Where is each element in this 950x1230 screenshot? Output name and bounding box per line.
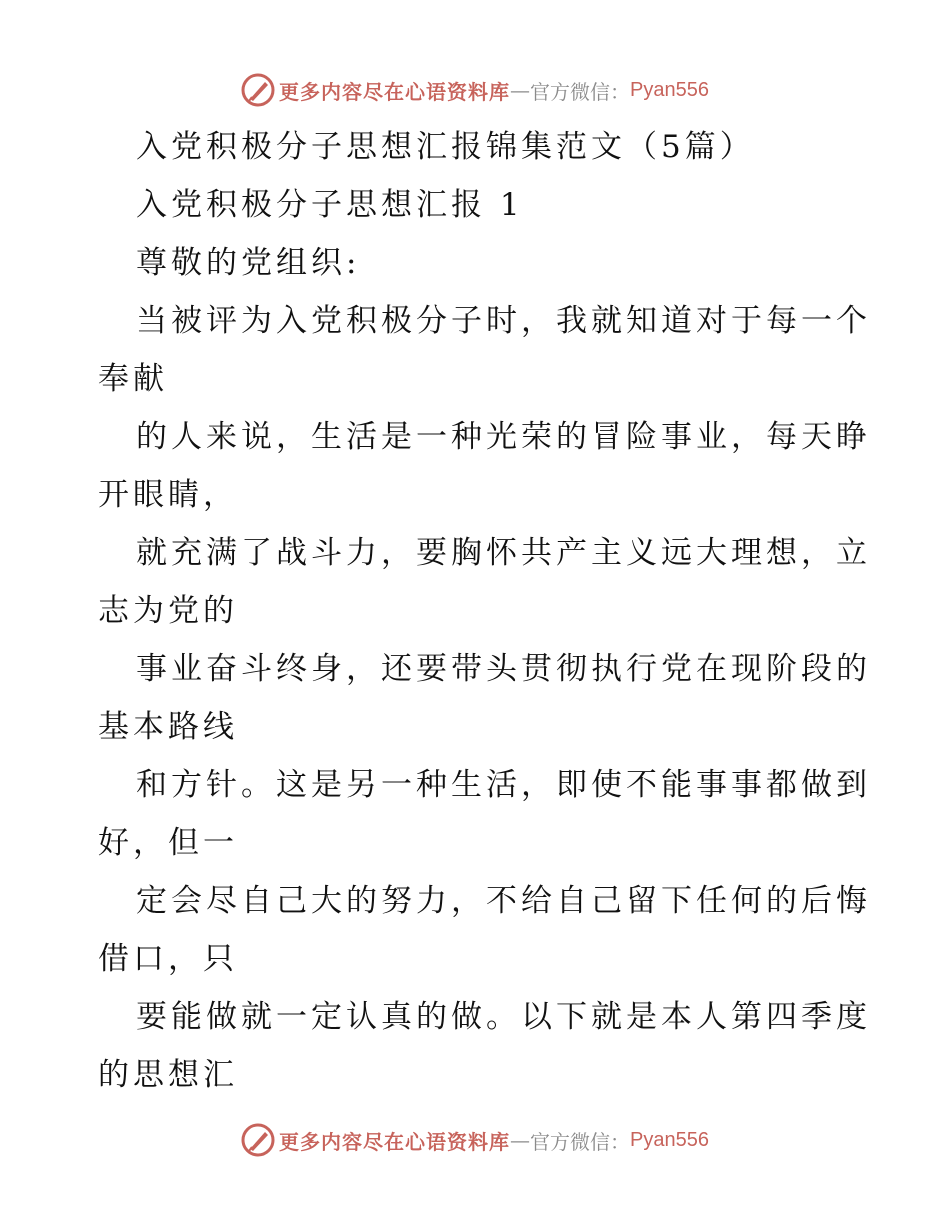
paragraph-line: 要能做就一定认真的做。以下就是本人第四季度 [136,999,871,1035]
paragraph-line: 借口，只 [98,941,238,977]
paragraph-line: 事业奋斗终身，还要带头贯彻执行党在现阶段的 [136,651,871,687]
paragraph-line: 基本路线 [98,709,238,745]
paragraph-line: 当被评为入党积极分子时，我就知道对于每一个 [136,303,871,339]
banner-separator: — [510,78,531,102]
paragraph-line: 好，但一 [98,825,238,861]
footer-banner [0,1120,950,1160]
wechat-id: Pyan556 [630,1128,709,1151]
paragraph-line: 的人来说，生活是一种光荣的冒险事业，每天睁 [136,419,871,455]
paragraph-line: 的思想汇 [98,1057,238,1093]
header-banner [0,70,950,110]
banner-separator: — [510,1128,531,1152]
paragraph-line: 定会尽自己大的努力，不给自己留下任何的后悔 [136,883,871,919]
paragraph-line: 和方针。这是另一种生活，即使不能事事都做到 [136,767,871,803]
wechat-label: 官方微信： [530,79,631,104]
wechat-id: Pyan556 [630,78,709,101]
banner-text: 更多内容尽在心语资料库 [279,79,511,104]
document-subtitle: 入党积极分子思想汇报 1 [136,187,524,223]
paragraph-line: 开眼睛， [98,477,238,513]
paragraph-line: 志为党的 [98,593,238,629]
salutation: 尊敬的党组织: [136,245,361,281]
document-title: 入党积极分子思想汇报锦集范文（5篇） [136,129,755,165]
paragraph-line: 奉献 [98,361,168,397]
paragraph-line: 就充满了战斗力，要胸怀共产主义远大理想，立 [136,535,871,571]
feather-pen-logo-icon [241,73,275,107]
document-body [98,118,871,1104]
banner-text: 更多内容尽在心语资料库 [279,1129,511,1154]
feather-pen-logo-icon [241,1123,275,1157]
wechat-label: 官方微信： [530,1129,631,1154]
